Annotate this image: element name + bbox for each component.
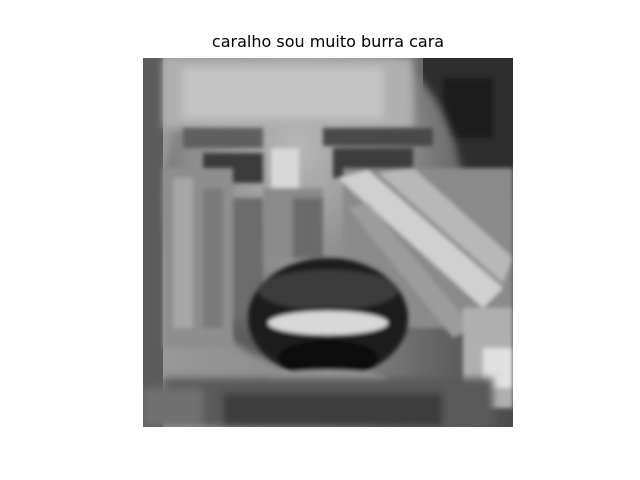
photo-pixel-art [143, 58, 513, 427]
grayscale-face-photo [143, 58, 513, 427]
figure-title: caralho sou muito burra cara [211, 32, 445, 51]
